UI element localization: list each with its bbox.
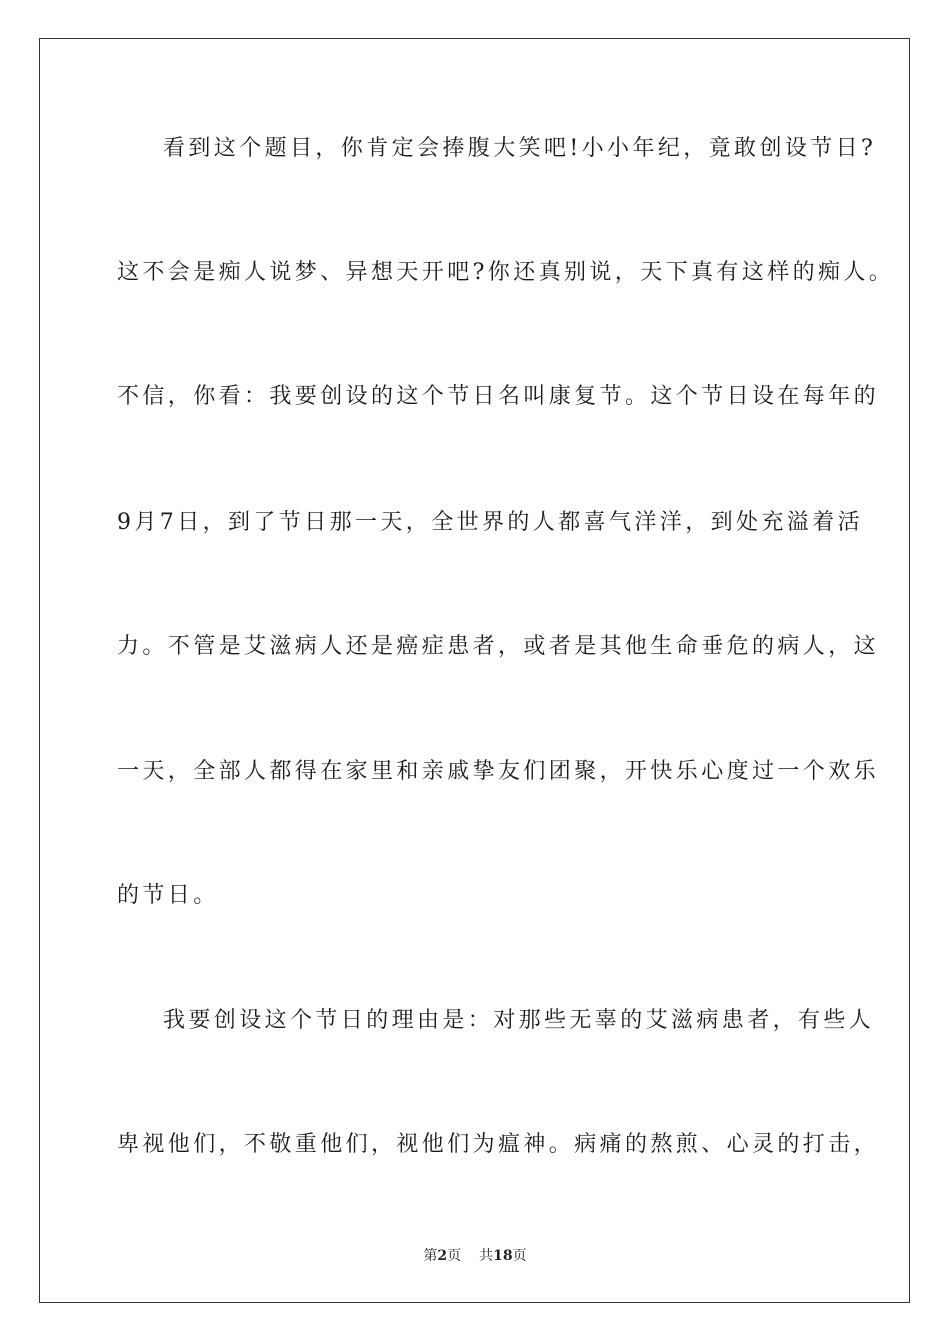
paragraph-line: 9月7日，到了节日那一天，全世界的人都喜气洋洋，到处充溢着活 (117, 510, 863, 535)
paragraph-line: 一天，全部人都得在家里和亲戚挚友们团聚，开快乐心度过一个欢乐 (117, 759, 880, 784)
paragraph-line: 看到这个题目，你肯定会捧腹大笑吧!小小年纪，竟敢创设节日? (163, 136, 877, 161)
paragraph-line: 这不会是痴人说梦、异想天开吧?你还真别说，天下真有这样的痴人。 (117, 260, 895, 285)
paragraph-line: 我要创设这个节日的理由是：对那些无辜的艾滋病患者，有些人 (163, 1008, 875, 1033)
page-border (39, 38, 910, 1303)
paragraph-line: 力。不管是艾滋病人还是癌症患者，或者是其他生命垂危的病人，这 (117, 634, 880, 659)
page-suffix: 页 (447, 1248, 462, 1264)
total-suffix: 页 (512, 1248, 527, 1264)
paragraph-line: 的节日。 (117, 883, 219, 908)
paragraph-line: 不信，你看：我要创设的这个节日名叫康复节。这个节日设在每年的 (117, 384, 880, 409)
paragraph-line: 卑视他们，不敬重他们，视他们为瘟神。病痛的熬煎、心灵的打击， (117, 1132, 880, 1157)
total-pages: 18 (493, 1248, 513, 1264)
page-prefix: 第 (423, 1248, 438, 1264)
page-number: 2 (437, 1248, 448, 1264)
page-footer (0, 1246, 950, 1266)
total-prefix: 共 (479, 1248, 494, 1264)
